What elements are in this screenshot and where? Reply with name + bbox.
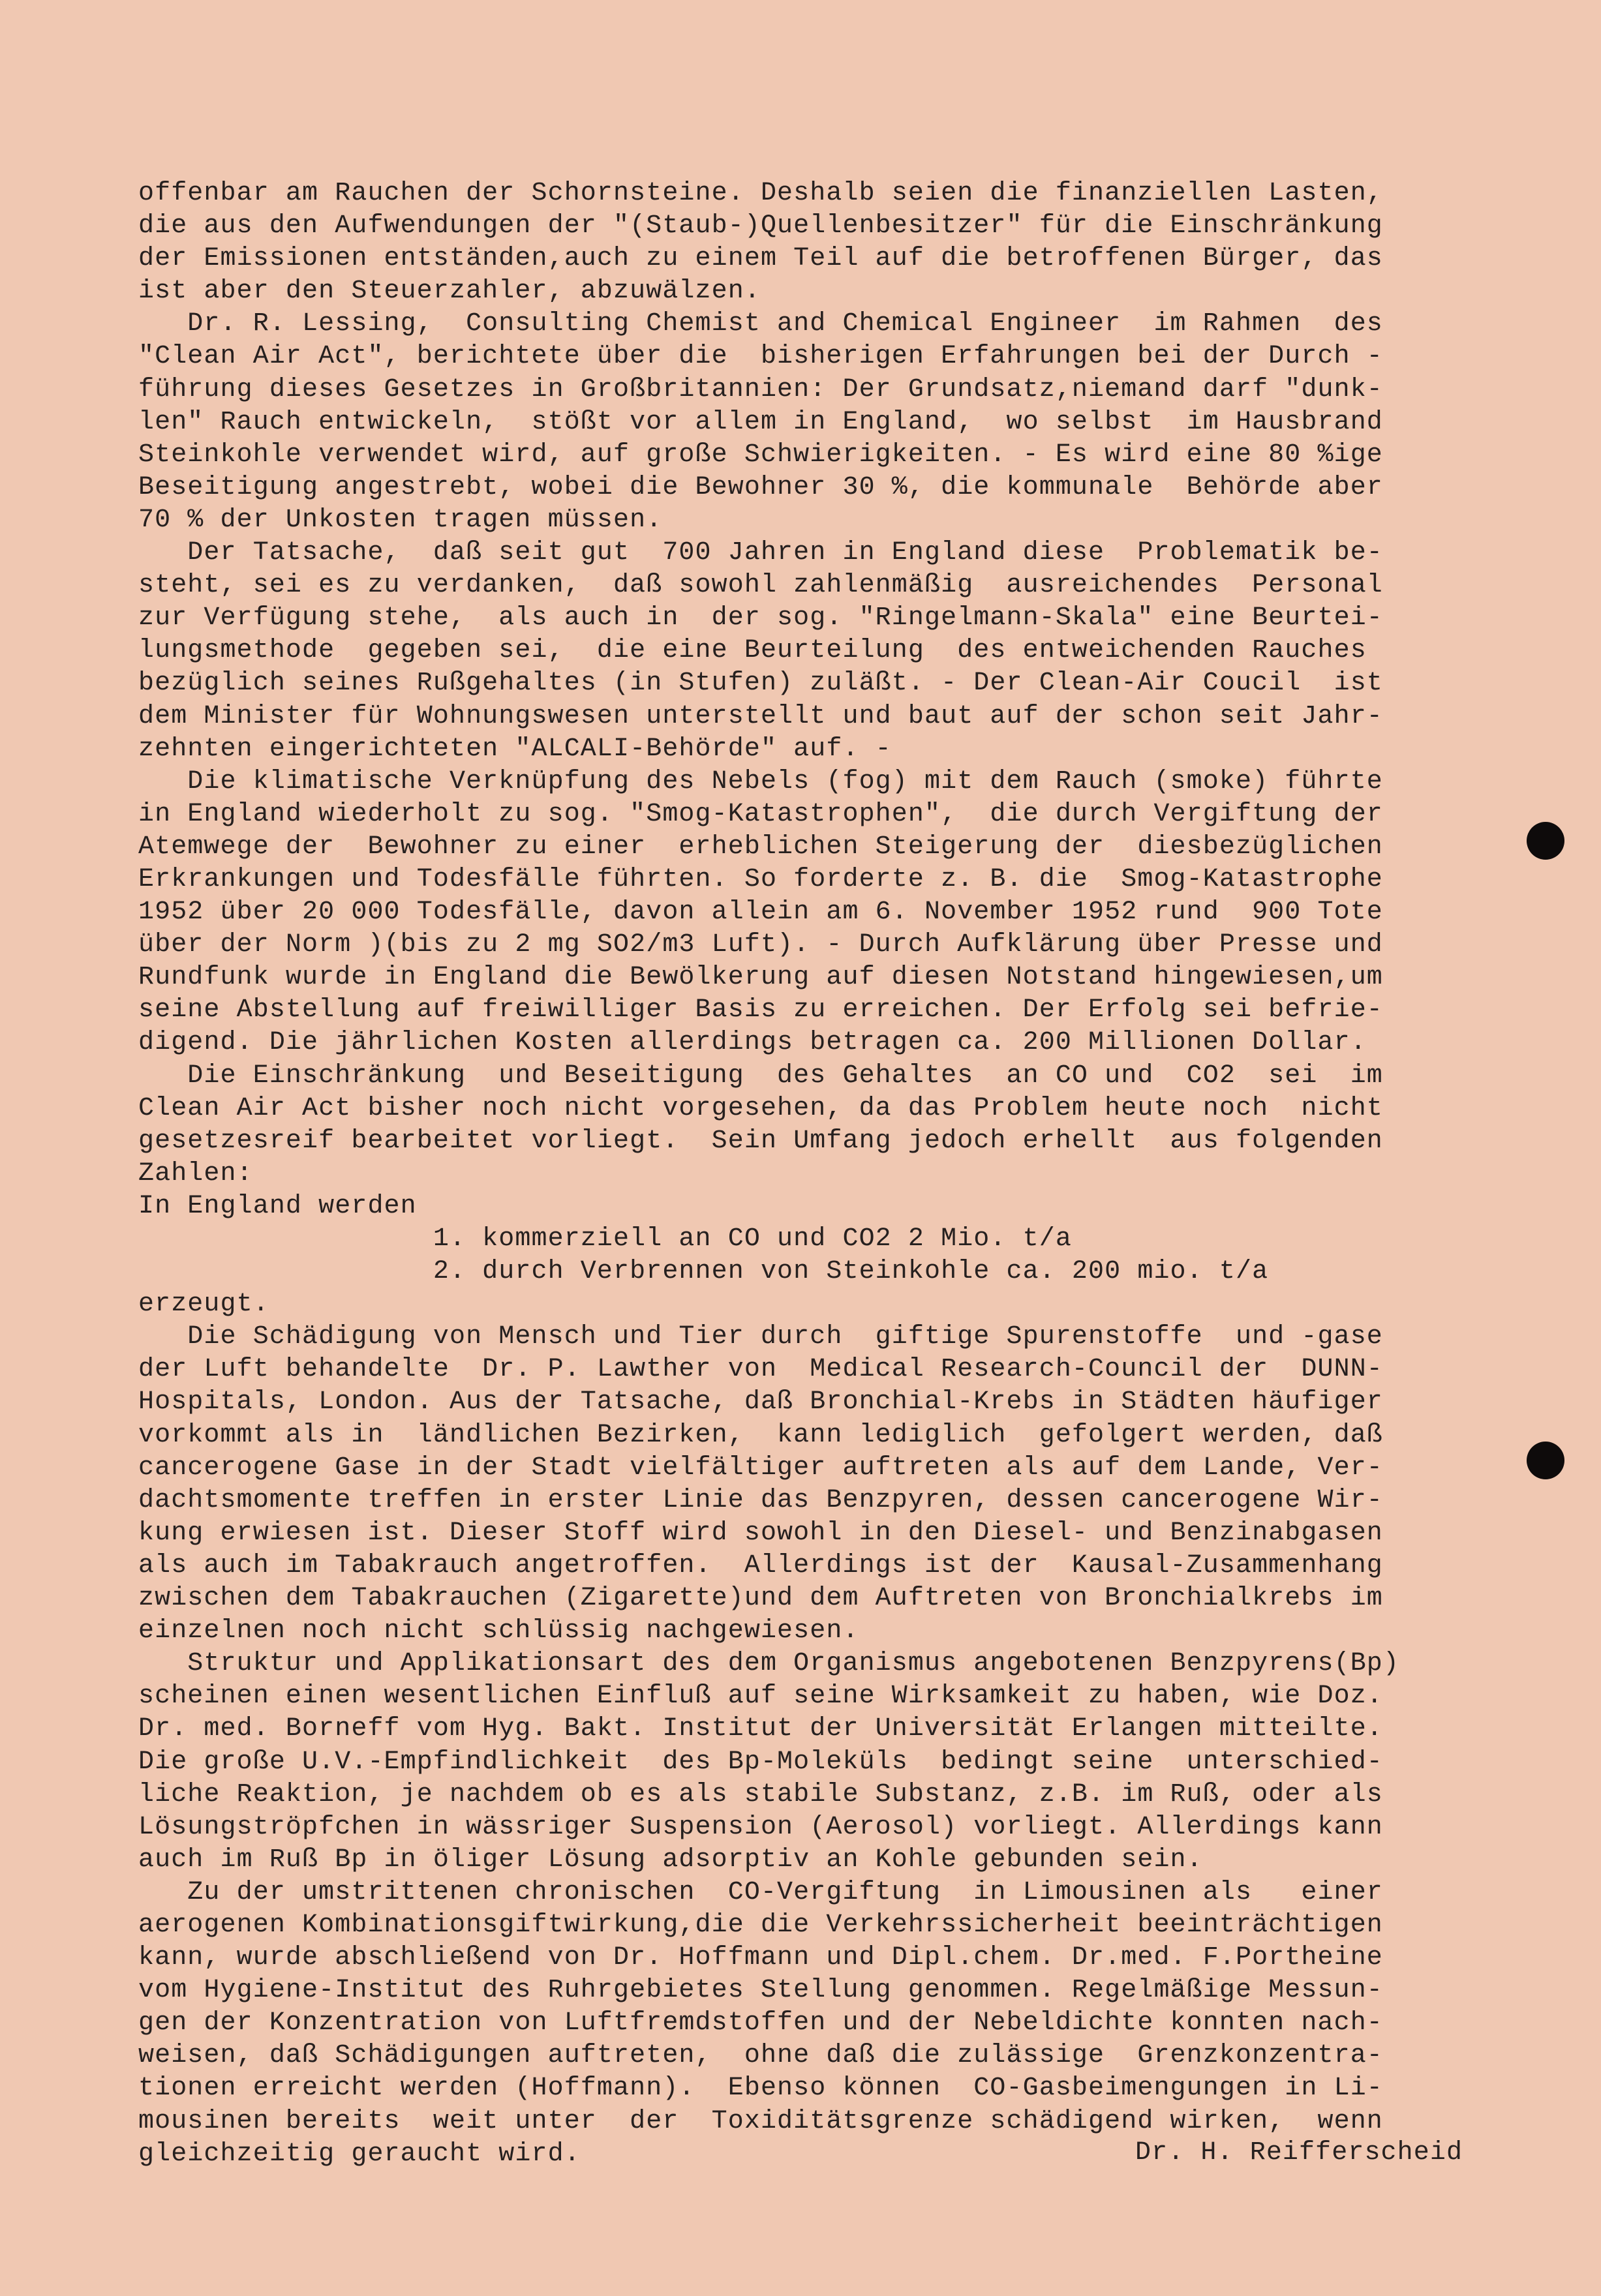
text-line: dachtsmomente treffen in erster Linie das Benzpyren, dessen cancerogene Wir-	[138, 1485, 1383, 1515]
text-line: Hospitals, London. Aus der Tatsache, daß Bronchial-Krebs in Städten häufiger	[138, 1387, 1383, 1417]
punch-hole	[1527, 822, 1564, 860]
text-line: einzelnen noch nicht schlüssig nachgewiesen.	[138, 1616, 859, 1646]
text-line: kung erwiesen ist. Dieser Stoff wird sowohl in den Diesel- und Benzinabgasen	[138, 1518, 1383, 1548]
text-line: tionen erreicht werden (Hoffmann). Ebenso können CO-Gasbeimengungen in Li-	[138, 2074, 1383, 2104]
text-line: In England werden	[138, 1191, 417, 1221]
text-line: Der Tatsache, daß seit gut 700 Jahren in England diese Problematik be-	[138, 538, 1383, 568]
text-line: len" Rauch entwickeln, stößt vor allem in England, wo selbst im Hausbrand	[138, 407, 1383, 437]
punch-hole	[1527, 1442, 1564, 1479]
text-line: Die klimatische Verknüpfung des Nebels (fog) mit dem Rauch (smoke) führte	[138, 766, 1383, 796]
text-line: die aus den Aufwendungen der "(Staub-)Quellenbesitzer" für die Einschränkung	[138, 211, 1383, 241]
text-line: zwischen dem Tabakrauchen (Zigarette)und dem Auftreten von Bronchialkrebs im	[138, 1584, 1383, 1614]
text-line: in England wiederholt zu sog. "Smog-Katastrophen", die durch Vergiftung der	[138, 799, 1383, 829]
text-line: als auch im Tabakrauch angetroffen. Allerdings ist der Kausal-Zusammenhang	[138, 1550, 1383, 1580]
text-line: weisen, daß Schädigungen auftreten, ohne daß die zulässige Grenzkonzentra-	[138, 2041, 1383, 2071]
text-line: 1952 über 20 000 Todesfälle, davon allein am 6. November 1952 rund 900 Tote	[138, 898, 1383, 928]
text-line: Die Einschränkung und Beseitigung des Gehaltes an CO und CO2 sei im	[138, 1061, 1383, 1091]
text-line: Dr. R. Lessing, Consulting Chemist and Chemical Engineer im Rahmen des	[138, 309, 1383, 339]
text-line: lungsmethode gegeben sei, die eine Beurteilung des entweichenden Rauches	[138, 636, 1367, 666]
text-line: zehnten eingerichteten "ALCALI-Behörde" auf. -	[138, 734, 892, 764]
text-line: bezüglich seines Rußgehaltes (in Stufen) zuläßt. - Der Clean-Air Coucil ist	[138, 669, 1383, 699]
text-line: cancerogene Gase in der Stadt vielfältiger auftreten als auf dem Lande, Ver-	[138, 1453, 1383, 1483]
text-line: aerogenen Kombinationsgiftwirkung,die die Verkehrssicherheit beeinträchtigen	[138, 1910, 1383, 1940]
text-line: digend. Die jährlichen Kosten allerdings betragen ca. 200 Millionen Dollar.	[138, 1028, 1367, 1058]
author-signature: Dr. H. Reifferscheid	[1135, 2138, 1463, 2168]
text-line: Beseitigung angestrebt, wobei die Bewohner 30 %, die kommunale Behörde aber	[138, 472, 1383, 502]
text-line: Zahlen:	[138, 1158, 253, 1188]
text-line: über der Norm )(bis zu 2 mg SO2/m3 Luft). - Durch Aufklärung über Presse und	[138, 930, 1383, 960]
text-line: gleichzeitig geraucht wird.	[138, 2139, 581, 2169]
text-line: Erkrankungen und Todesfälle führten. So forderte z. B. die Smog-Katastrophe	[138, 864, 1383, 894]
text-line: Die große U.V.-Empfindlichkeit des Bp-Moleküls bedingt seine unterschied-	[138, 1747, 1383, 1777]
text-line: mousinen bereits weit unter der Toxiditätsgrenze schädigend wirken, wenn	[138, 2106, 1383, 2136]
text-line: Struktur und Applikationsart des dem Organismus angebotenen Benzpyrens(Bp)	[138, 1649, 1400, 1679]
text-line: Zu der umstrittenen chronischen CO-Vergiftung in Limousinen als einer	[138, 1877, 1383, 1907]
text-line: Rundfunk wurde in England die Bewölkerung auf diesen Notstand hingewiesen,um	[138, 963, 1383, 993]
text-line: vorkommt als in ländlichen Bezirken, kann lediglich gefolgert werden, daß	[138, 1420, 1383, 1450]
text-line: Atemwege der Bewohner zu einer erheblichen Steigerung der diesbezüglichen	[138, 832, 1383, 862]
text-line: gen der Konzentration von Luftfremdstoffen und der Nebeldichte konnten nach-	[138, 2008, 1383, 2038]
text-line: scheinen einen wesentlichen Einfluß auf seine Wirksamkeit zu haben, wie Doz.	[138, 1682, 1383, 1712]
text-line: liche Reaktion, je nachdem ob es als stabile Substanz, z.B. im Ruß, oder als	[138, 1779, 1383, 1809]
text-line: 2. durch Verbrennen von Steinkohle ca. 200 mio. t/a	[138, 1257, 1269, 1287]
text-line: 1. kommerziell an CO und CO2 2 Mio. t/a	[138, 1224, 1072, 1254]
text-line: steht, sei es zu verdanken, daß sowohl zahlenmäßig ausreichendes Personal	[138, 571, 1383, 601]
text-line: "Clean Air Act", berichtete über die bisherigen Erfahrungen bei der Durch -	[138, 342, 1383, 372]
text-line: der Luft behandelte Dr. P. Lawther von Medical Research-Council der DUNN-	[138, 1355, 1383, 1385]
text-line: zur Verfügung stehe, als auch in der sog. "Ringelmann-Skala" eine Beurtei-	[138, 603, 1383, 633]
text-line: Steinkohle verwendet wird, auf große Schwierigkeiten. - Es wird eine 80 %ige	[138, 440, 1383, 470]
text-line: Die Schädigung von Mensch und Tier durch giftige Spurenstoffe und -gase	[138, 1322, 1383, 1352]
text-line: seine Abstellung auf freiwilliger Basis zu erreichen. Der Erfolg sei befrie-	[138, 995, 1383, 1025]
text-line: Dr. med. Borneff vom Hyg. Bakt. Institut der Universität Erlangen mitteilte.	[138, 1714, 1383, 1744]
text-line: gesetzesreif bearbeitet vorliegt. Sein Umfang jedoch erhellt aus folgenden	[138, 1126, 1383, 1156]
text-line: auch im Ruß Bp in öliger Lösung adsorptiv an Kohle gebunden sein.	[138, 1845, 1203, 1875]
text-line: vom Hygiene-Institut des Ruhrgebietes Stellung genommen. Regelmäßige Messun-	[138, 1976, 1383, 2006]
text-line: 70 % der Unkosten tragen müssen.	[138, 505, 663, 535]
text-line: Clean Air Act bisher noch nicht vorgesehen, da das Problem heute noch nicht	[138, 1093, 1383, 1123]
text-line: führung dieses Gesetzes in Großbritannien: Der Grundsatz,niemand darf "dunk-	[138, 374, 1383, 404]
text-line: ist aber den Steuerzahler, abzuwälzen.	[138, 277, 761, 307]
text-line: dem Minister für Wohnungswesen unterstellt und baut auf der schon seit Jahr-	[138, 701, 1383, 731]
text-line: Lösungströpfchen in wässriger Suspension (Aerosol) vorliegt. Allerdings kann	[138, 1812, 1383, 1842]
text-line: der Emissionen entständen,auch zu einem Teil auf die betroffenen Bürger, das	[138, 244, 1383, 274]
text-line: offenbar am Rauchen der Schornsteine. Deshalb seien die finanziellen Lasten,	[138, 179, 1383, 208]
text-line: kann, wurde abschließend von Dr. Hoffmann und Dipl.chem. Dr.med. F.Portheine	[138, 1943, 1383, 1973]
document-body	[138, 177, 1495, 2171]
text-line: erzeugt.	[138, 1290, 269, 1320]
